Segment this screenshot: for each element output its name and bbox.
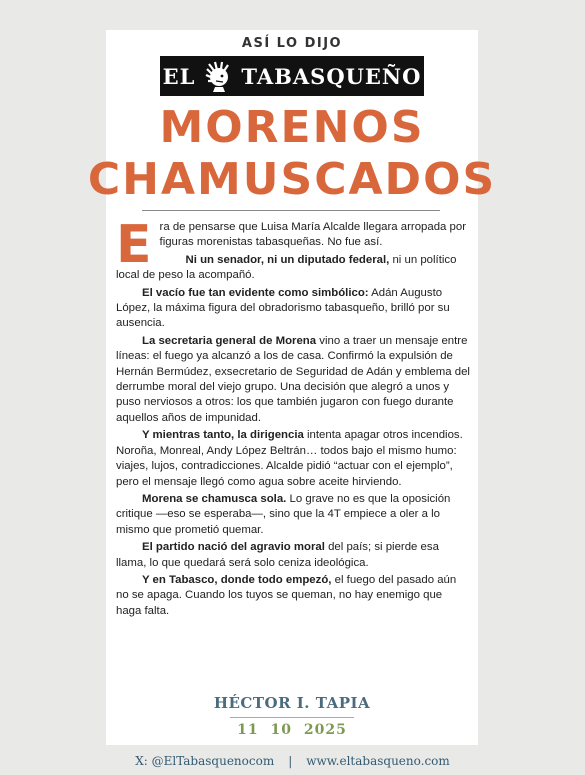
article-card bbox=[87, 30, 497, 745]
masthead-right-text: TABASQUEÑO bbox=[241, 63, 422, 89]
masthead-left-text: EL bbox=[162, 63, 196, 89]
paragraph-3-text: Adán Augusto López, la máxima figura del obradorismo tabasqueño, brilló por su ausencia. bbox=[116, 286, 450, 330]
paragraph-8-text: el fuego del pasado aún no se apaga. Cuando los tuyos se queman, no hay enemigo que haga falta. bbox=[116, 573, 457, 617]
paragraph-7-text: del país; si pierde esa llama, lo que quedará será solo ceniza ideológica. bbox=[116, 541, 439, 569]
footer-separator: | bbox=[288, 754, 293, 768]
headline bbox=[66, 102, 518, 206]
headline-line-2: CHAMUSCADOS bbox=[87, 154, 497, 205]
footer-website: www.eltabasqueno.com bbox=[306, 754, 450, 768]
publish-date: 11 10 2025 bbox=[237, 722, 347, 738]
indigenous-head-icon bbox=[203, 59, 233, 93]
paragraph-4 bbox=[116, 334, 470, 426]
paragraph-8-lead: Y en Tabasco, donde todo empezó, bbox=[142, 573, 332, 586]
footer bbox=[0, 754, 585, 768]
author-byline: HÉCTOR I. TAPIA bbox=[213, 694, 371, 712]
paragraph-6-text: Lo grave no es que la oposición critique —eso se esperaba—, sino que la 4T empiece a oler a lo mismo que prometió quemar. bbox=[116, 492, 451, 536]
bottom-divider bbox=[230, 717, 354, 718]
paragraph-4-lead: La secretaria general de Morena bbox=[142, 334, 317, 347]
article-body bbox=[116, 215, 470, 621]
top-divider bbox=[142, 210, 440, 211]
paragraph-5-lead: Y mientras tanto, la dirigencia bbox=[142, 429, 304, 442]
masthead-logo bbox=[160, 56, 424, 96]
paragraph-8 bbox=[116, 573, 470, 619]
footer-twitter-handle: X: @ElTabasquenocom bbox=[135, 754, 275, 768]
paragraph-2-text: ni un político local de peso la acompañó. bbox=[116, 253, 457, 282]
paragraph-6-lead: Morena se chamusca sola. bbox=[142, 492, 287, 505]
paragraph-7 bbox=[116, 540, 470, 571]
headline-line-1: MORENOS bbox=[159, 102, 425, 153]
paragraph-5 bbox=[116, 428, 470, 490]
paragraph-4-text: vino a traer un mensaje entre líneas: el fuego ya alcanzó a los de casa. Confirmó la expulsión de Hernán Bermúdez, exsecretario de Seguridad de Adán y emblema del derrumbe moral del viejo grupo. Una decisión que alegró a unos y puso nerviosos a otros: los que también jugaron con fuego durante aquellos años de impunidad. bbox=[116, 334, 470, 424]
drop-cap: E bbox=[116, 215, 152, 275]
paragraph-3 bbox=[116, 286, 470, 332]
paragraph-2 bbox=[116, 253, 470, 284]
paragraph-2-lead: Ni un senador, ni un diputado federal, bbox=[185, 253, 390, 266]
paragraph-1-text: ra de pensarse que Luisa María Alcalde llegara arropada por figuras morenistas tabasqueñas. No fue así. bbox=[159, 221, 467, 249]
paragraph-7-lead: El partido nació del agravio moral bbox=[142, 541, 325, 554]
paragraph-3-lead: El vacío fue tan evidente como simbólico: bbox=[142, 286, 369, 299]
paragraph-6 bbox=[116, 492, 470, 538]
paragraph-5-text: intenta apagar otros incendios. Noroña, Monreal, Andy López Beltrán… todos bajo el mismo humo: viajes, lujos, contradicciones. Alcalde pidió “actuar con el ejemplo”, pero el mensaje llegó como agua sobre aceite hirviendo. bbox=[116, 429, 463, 488]
section-kicker: ASÍ LO DIJO bbox=[241, 36, 343, 51]
